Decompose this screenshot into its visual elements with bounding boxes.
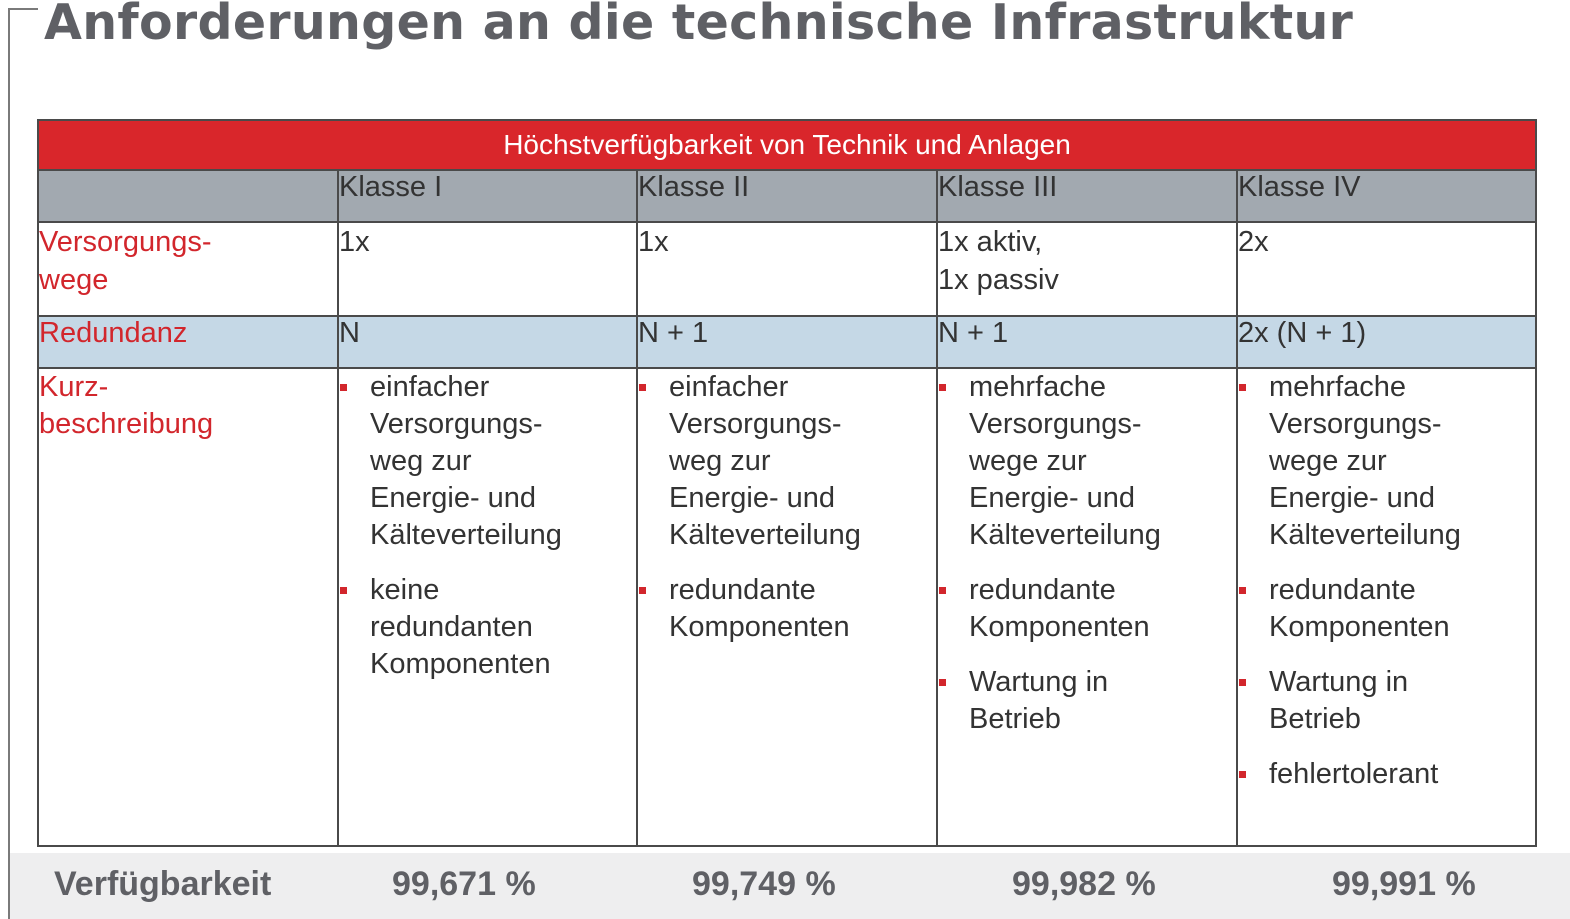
row-label-versorgungswege	[38, 222, 338, 316]
bullet-text-line: Versorgungs-	[969, 408, 1142, 440]
bullet-square-icon	[939, 384, 946, 391]
bullet-text-line: Energie- und	[969, 482, 1136, 514]
bullet-text-line: fehlertolerant	[1269, 758, 1439, 790]
bullet-text-line: Energie- und	[370, 482, 537, 514]
bullet-list	[638, 369, 936, 646]
banner-row	[38, 120, 1536, 170]
bullet-text-line: Energie- und	[669, 482, 836, 514]
bullet-item	[638, 369, 936, 554]
kurzbeschreibung-cell-klasse-4	[1237, 368, 1536, 846]
bullet-text-line: Wartung in	[1269, 666, 1409, 698]
cell-line: 1x passiv	[938, 264, 1059, 296]
kurzbeschreibung-cell-klasse-3	[937, 368, 1237, 846]
bullet-square-icon	[939, 679, 946, 686]
bullet-item	[1238, 756, 1535, 793]
bullet-text-line: Kälteverteilung	[669, 519, 861, 551]
kurzbeschreibung-cell-klasse-2	[637, 368, 937, 846]
bullet-square-icon	[340, 587, 347, 594]
row-label-kurzbeschreibung	[38, 368, 338, 846]
bullet-list	[1238, 369, 1535, 793]
bullet-text-line: wege zur	[1269, 445, 1387, 477]
page-title: Anforderungen an die technische Infrastruktur	[44, 0, 1354, 51]
redundanz-cell-klasse-3: N + 1	[937, 316, 1237, 368]
header-cell-klasse-2: Klasse II	[637, 170, 937, 222]
bullet-text-line: Versorgungs-	[370, 408, 543, 440]
cell-line: 1x	[339, 226, 370, 258]
bullet-text-line: keine	[370, 574, 440, 606]
bullet-text-line: mehrfache	[1269, 371, 1407, 403]
footer-value-klasse-3: 99,982 %	[1012, 865, 1156, 903]
footer-value-klasse-2: 99,749 %	[692, 865, 836, 903]
table-banner: Höchstverfügbarkeit von Technik und Anlagen	[38, 120, 1536, 170]
row-label-line: wege	[39, 264, 109, 296]
bullet-list	[339, 369, 636, 683]
bullet-text-line: Wartung in	[969, 666, 1109, 698]
bullet-text-line: Kälteverteilung	[370, 519, 562, 551]
bullet-square-icon	[1239, 771, 1246, 778]
bullet-item	[1238, 664, 1535, 738]
bullet-square-icon	[1239, 679, 1246, 686]
bullet-item	[638, 572, 936, 646]
row-redundanz	[38, 316, 1536, 368]
header-cell-klasse-3: Klasse III	[937, 170, 1237, 222]
kurzbeschreibung-cell-klasse-1	[338, 368, 637, 846]
versorgungswege-cell-klasse-4	[1237, 222, 1536, 316]
header-cell-empty	[38, 170, 338, 222]
bullet-item	[938, 664, 1236, 738]
bullet-item	[1238, 572, 1535, 646]
bullet-square-icon	[639, 587, 646, 594]
bullet-square-icon	[939, 587, 946, 594]
cell-line: 1x	[638, 226, 669, 258]
row-label-line: Versorgungs-	[39, 226, 212, 258]
bullet-text-line: Komponenten	[370, 648, 551, 680]
bullet-text-line: Versorgungs-	[669, 408, 842, 440]
cell-line: 1x aktiv,	[938, 226, 1043, 258]
bullet-text-line: Betrieb	[1269, 703, 1361, 735]
bullet-square-icon	[340, 384, 347, 391]
row-label-redundanz: Redundanz	[38, 316, 338, 368]
versorgungswege-cell-klasse-1	[338, 222, 637, 316]
bullet-text-line: weg zur	[669, 445, 771, 477]
bullet-square-icon	[639, 384, 646, 391]
bullet-text-line: Energie- und	[1269, 482, 1436, 514]
bullet-text-line: wege zur	[969, 445, 1087, 477]
bullet-text-line: redundante	[969, 574, 1116, 606]
slide-frame-corner-top	[8, 8, 38, 10]
bullet-text-line: Komponenten	[969, 611, 1150, 643]
bullet-text-line: einfacher	[370, 371, 490, 403]
versorgungswege-cell-klasse-3	[937, 222, 1237, 316]
header-cell-klasse-4: Klasse IV	[1237, 170, 1536, 222]
bullet-item	[339, 572, 636, 683]
bullet-item	[1238, 369, 1535, 554]
bullet-text-line: einfacher	[669, 371, 789, 403]
row-kurzbeschreibung	[38, 368, 1536, 846]
footer-value-klasse-1: 99,671 %	[392, 865, 536, 903]
bullet-text-line: Komponenten	[1269, 611, 1450, 643]
footer-value-klasse-4: 99,991 %	[1332, 865, 1476, 903]
row-versorgungswege	[38, 222, 1536, 316]
bullet-text-line: Komponenten	[669, 611, 850, 643]
bullet-text-line: redundante	[669, 574, 816, 606]
bullet-item	[938, 572, 1236, 646]
bullet-text-line: Kälteverteilung	[1269, 519, 1461, 551]
versorgungswege-cell-klasse-2	[637, 222, 937, 316]
footer-label-verfuegbarkeit: Verfügbarkeit	[54, 865, 272, 903]
bullet-item	[339, 369, 636, 554]
bullet-text-line: redundante	[1269, 574, 1416, 606]
row-label-line: Kurz-	[39, 371, 109, 403]
bullet-item	[938, 369, 1236, 554]
bullet-text-line: redundanten	[370, 611, 533, 643]
redundanz-cell-klasse-1: N	[338, 316, 637, 368]
header-row	[38, 170, 1536, 222]
redundanz-cell-klasse-4: 2x (N + 1)	[1237, 316, 1536, 368]
bullet-square-icon	[1239, 587, 1246, 594]
row-label-line: beschreibung	[39, 408, 214, 440]
bullet-text-line: Versorgungs-	[1269, 408, 1442, 440]
redundanz-cell-klasse-2: N + 1	[637, 316, 937, 368]
bullet-list	[938, 369, 1236, 738]
bullet-text-line: Betrieb	[969, 703, 1061, 735]
bullet-square-icon	[1239, 384, 1246, 391]
slide-frame-left-rule	[8, 8, 10, 919]
bullet-text-line: mehrfache	[969, 371, 1107, 403]
availability-classes-table	[37, 119, 1537, 847]
bullet-text-line: Kälteverteilung	[969, 519, 1161, 551]
cell-line: 2x	[1238, 226, 1269, 258]
header-cell-klasse-1: Klasse I	[338, 170, 637, 222]
bullet-text-line: weg zur	[370, 445, 472, 477]
